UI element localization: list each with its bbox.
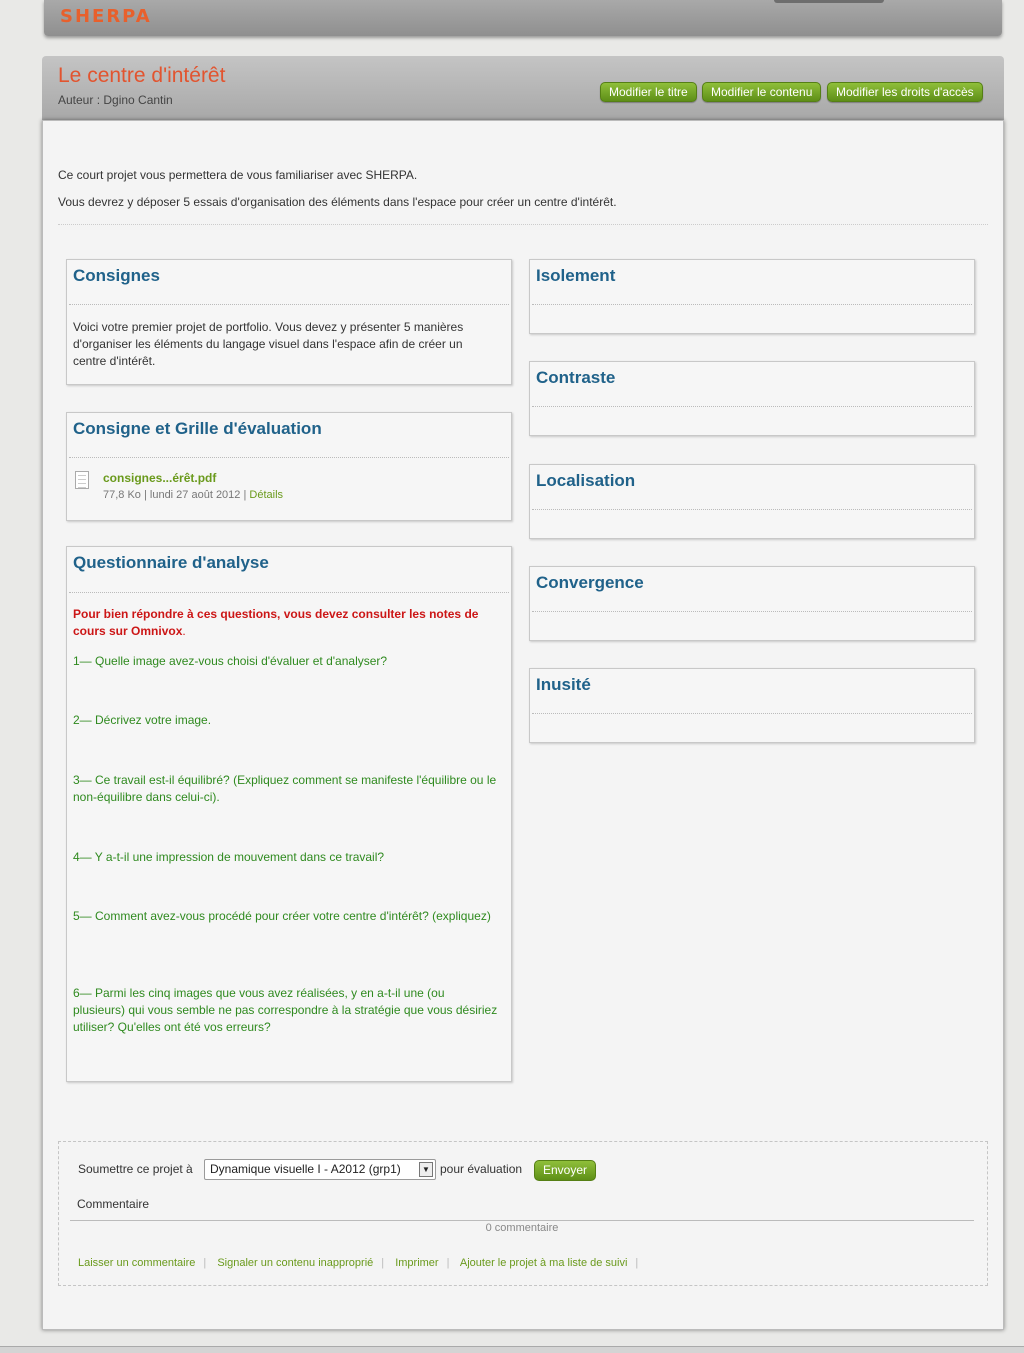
consignes-text: Voici votre premier projet de portfolio. Vous devez y présenter 5 manières d'organiser les éléments du langage visuel dans l'espace afin de créer un centre d'intérêt. — [73, 320, 464, 368]
page-title: Le centre d'intérêt — [58, 64, 226, 87]
separator — [532, 611, 972, 612]
question-4: 4— Y a-t-il une impression de mouvement dans ce travail? — [73, 850, 385, 864]
warning-text: Pour bien répondre à ces questions, vous devez consulter les notes de cours sur Omnivox — [73, 607, 479, 638]
add-to-watchlist-link[interactable]: Ajouter le projet à ma liste de suivi — [459, 1257, 628, 1269]
top-tab-indicator — [774, 0, 884, 3]
evaluation-label: pour évaluation — [440, 1162, 523, 1176]
isolement-heading: Isolement — [536, 266, 616, 285]
leave-comment-link[interactable]: Laisser un commentaire — [78, 1257, 196, 1269]
isolement-box — [529, 259, 975, 334]
convergence-box — [529, 566, 975, 641]
edit-access-rights-button[interactable]: Modifier les droits d'accès — [827, 82, 983, 102]
print-link[interactable]: Imprimer — [395, 1257, 439, 1269]
separator — [532, 406, 972, 407]
separator — [532, 304, 972, 305]
question-3: 3— Ce travail est-il équilibré? (Expliquez comment se manifeste l'équilibre ou le non-équilibre dans celui-ci). — [73, 773, 497, 804]
separator — [69, 592, 509, 593]
questionnaire-heading: Questionnaire d'analyse — [73, 553, 269, 572]
details-link[interactable]: Détails — [249, 489, 284, 501]
top-header-bar — [44, 0, 1002, 36]
edit-title-button[interactable]: Modifier le titre — [600, 82, 697, 102]
comment-count: 0 commentaire — [485, 1222, 559, 1234]
contraste-heading: Contraste — [536, 368, 616, 387]
sherpa-logo[interactable]: SHERPA — [60, 6, 152, 27]
chevron-down-icon[interactable]: ▼ — [419, 1162, 433, 1177]
warning-end: . — [182, 624, 186, 638]
consignes-box — [66, 259, 512, 385]
course-select-value: Dynamique visuelle I - A2012 (grp1) — [210, 1162, 401, 1176]
inusite-heading: Inusité — [536, 675, 591, 694]
comment-divider — [70, 1220, 974, 1221]
send-button[interactable]: Envoyer — [534, 1160, 596, 1181]
author-label: Auteur : Dgino Cantin — [58, 93, 173, 107]
document-icon — [75, 471, 89, 489]
question-2: 2— Décrivez votre image. — [73, 713, 212, 727]
intro-line-1: Ce court projet vous permettera de vous familiariser avec SHERPA. — [58, 168, 418, 182]
contraste-box — [529, 361, 975, 436]
question-6: 6— Parmi les cinq images que vous avez réalisées, y en a-t-il une (ou plusieurs) qui vous semble ne pas correspondre à la stratégie que vous désiriez utiliser? Qu'elles ont été vos erreurs? — [73, 986, 498, 1034]
question-1: 1— Quelle image avez-vous choisi d'évaluer et d'analyser? — [73, 654, 388, 668]
consignes-heading: Consignes — [73, 266, 160, 285]
file-link[interactable]: consignes...érêt.pdf — [103, 471, 217, 485]
footer-links: Laisser un commentaire | Signaler un contenu inapproprié | Imprimer | Ajouter le projet à ma liste de suivi | — [78, 1257, 639, 1269]
course-select[interactable] — [204, 1159, 436, 1180]
separator — [532, 509, 972, 510]
localisation-box — [529, 464, 975, 539]
file-meta — [103, 489, 283, 501]
file-size-date: 77,8 Ko | lundi 27 août 2012 | — [103, 489, 250, 501]
localisation-heading: Localisation — [536, 471, 636, 490]
report-content-link[interactable]: Signaler un contenu inapproprié — [217, 1257, 374, 1269]
intro-line-2: Vous devrez y déposer 5 essais d'organisation des éléments dans l'espace pour créer un centre d'intérêt. — [58, 195, 617, 209]
grille-heading: Consigne et Grille d'évaluation — [73, 419, 322, 438]
edit-content-button[interactable]: Modifier le contenu — [702, 82, 821, 102]
comment-title: Commentaire — [77, 1197, 150, 1211]
inusite-box — [529, 668, 975, 743]
convergence-heading: Convergence — [536, 573, 644, 592]
questionnaire-box — [66, 546, 512, 1082]
grille-box — [66, 412, 512, 521]
separator — [69, 304, 509, 305]
separator — [532, 713, 972, 714]
questionnaire-warning — [73, 606, 499, 640]
submit-label: Soumettre ce projet à — [78, 1162, 193, 1176]
question-5: 5— Comment avez-vous procédé pour créer votre centre d'intérêt? (expliquez) — [73, 909, 491, 923]
file-attachment — [67, 457, 511, 520]
divider — [58, 224, 988, 225]
